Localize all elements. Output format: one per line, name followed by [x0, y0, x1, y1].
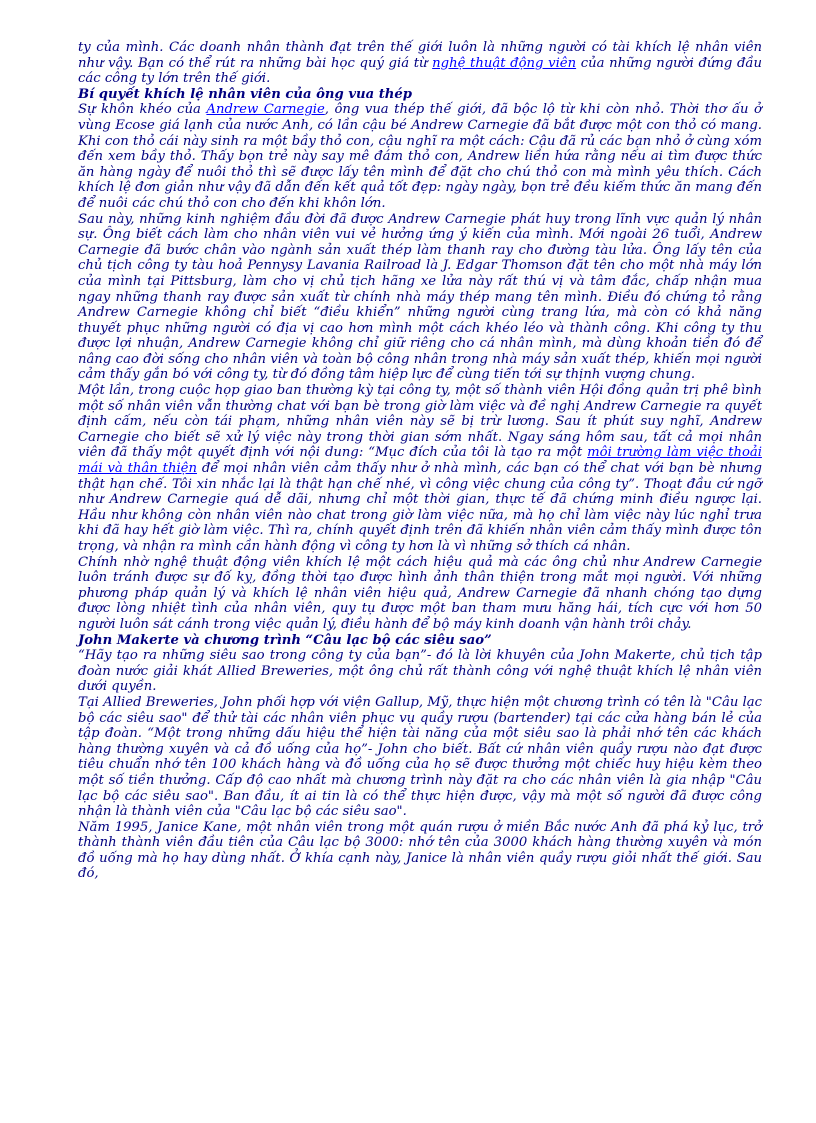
- paragraph-1-text: Sự khôn khéo của: [78, 102, 207, 118]
- paragraph-7: Năm 1995, Janice Kane, một nhân viên trong một quán rượu ở miền Bắc nước Anh đã phá kỷ lục, trở thành thành viên đầu tiên của Câu lạc bộ 3000: nhớ tên của 3000 khách hàng thường xuyên và món đồ uống mà họ hay dùng nhất. Ở khía cạnh này, Janice là nhân viên quầy rượu giỏi nhất thế giới. Sau đó,: [78, 819, 762, 882]
- section-heading-ong-vua-thep: Bí quyết khích lệ nhân viên của ông vua thép: [78, 86, 412, 102]
- paragraph-3-text-end: để mọi nhân viên cảm thấy như ở nhà mình, các bạn có thể chat với bạn bè nhưng thật hạn chế. Tôi xin nhắc lại là thật hạn chế nhé, vì công việc chung của công ty”. Thoạt đầu cứ ngỡ như Andrew Carnegie quá dễ dãi, nhưng chỉ một thời gian, thực tế đã chứng minh điều ngược lại. Hầu như không còn nhân viên nào chat trong giờ làm việc nữa, mà họ chỉ làm việc này lúc nghỉ trưa khi đã hay hết giờ làm việc. Thì ra, chính quyết định trên đã khiến nhân viên cảm thấy mình được tôn trọng, và nhận ra mình cần hành động vì công ty hơn là vì những sở thích cá nhân.: [78, 461, 762, 554]
- paragraph-1: [78, 102, 762, 211]
- paragraph-3: [78, 383, 762, 555]
- paragraph-4: Chính nhờ nghệ thuật động viên khích lệ một cách hiệu quả mà các ông chủ như Andrew Carnegie luôn tránh được sự đố kỵ, đồng thời tạo được hình ảnh thân thiện trong mắt mọi người. Với những phương pháp quản lý và khích lệ nhân viên hiệu quả, Andrew Carnegie đã nhanh chóng tạo dựng được lòng nhiệt tình của nhân viên, quy tụ được một ban tham mưu hăng hái, tích cực với hơn 50 người luôn sát cánh trong việc quản lý, điều hành để bộ máy kinh doanh vận hành trôi chảy.: [78, 554, 762, 632]
- paragraph-2: Sau này, những kinh nghiệm đầu đời đã được Andrew Carnegie phát huy trong lĩnh vực quản lý nhân sự. Ông biết cách làm cho nhân viên vui vẻ hưởng ứng ý kiến của mình. Mới ngoài 26 tuổi, Andrew Carnegie đã bước chân vào ngành sản xuất thép làm thanh ray cho đường tàu lửa. Ông lấy tên của chủ tịch công ty tàu hoả Pennysy Lavania Railroad là J. Edgar Thomson đặt tên cho một nhà máy lớn của mình tại Pittsburg, làm cho vị chủ tịch hãng xe lửa này rất thú vị và tâm đắc, chấp nhận mua ngay những thanh ray được sản xuất từ chính nhà máy thép mang tên mình. Điều đó chứng tỏ rằng Andrew Carnegie không chỉ biết “điều khiển” những người cùng trang lứa, mà còn có khả năng thuyết phục những người có địa vị cao hơn mình một cách khéo léo và thành công. Khi công ty thu được lợi nhuận, Andrew Carnegie không chỉ giữ riêng cho cá nhân mình, mà dùng khoản tiền đó để nâng cao đời sống cho nhân viên và toàn bộ công nhân trong nhà máy sản xuất thép, khiến mọi người cảm thấy gắn bó với công ty, từ đó đồng tâm hiệp lực để cùng tiến tới sự thịnh vượng chung.: [78, 211, 762, 383]
- link-andrew-carnegie[interactable]: Andrew Carnegie: [206, 102, 325, 118]
- section-heading-john-makerte: John Makerte và chương trình “Câu lạc bộ các siêu sao”: [78, 632, 492, 648]
- paragraph-6: Tại Allied Breweries, John phối hợp với viện Gallup, Mỹ, thực hiện một chương trình có tên là "Câu lạc bộ các siêu sao" để thử tài các nhân viên phục vụ quầy rượu (bartender) tại các cửa hàng bán lẻ của tập đoàn. “Một trong những dấu hiệu thể hiện tài năng của một siêu sao là phải nhớ tên các khách hàng thường xuyên và cả đồ uống của họ”- John cho biết. Bất cứ nhân viên quầy rượu nào đạt được tiêu chuẩn nhớ tên 100 khách hàng và đồ uống của họ sẽ được thưởng một chiếc huy hiệu kèm theo một số tiền thưởng. Cấp độ cao nhất mà chương trình này đặt ra cho các nhân viên là gia nhập "Câu lạc bộ các siêu sao". Ban đầu, ít ai tin là có thể thực hiện được, vậy mà một số người đã được công nhận là thành viên của "Câu lạc bộ các siêu sao".: [78, 694, 762, 820]
- paragraph-5: “Hãy tạo ra những siêu sao trong công ty của bạn”- đó là lời khuyên của John Makerte, chủ tịch tập đoàn nước giải khát Allied Breweries, một ông chủ rất thành công với nghệ thuật khích lệ nhân viên dưới quyền.: [78, 648, 762, 695]
- document-page: [78, 40, 762, 882]
- intro-text: ty của mình. Các doanh nhân thành đạt trên thế giới luôn là những người có tài khích lệ nhân viên như vậy. Bạn có thể rút ra những bài học quý giá từ: [78, 40, 762, 71]
- link-nghe-thuat-dong-vien[interactable]: nghệ thuật động viên: [432, 55, 577, 71]
- intro-paragraph: [78, 40, 762, 87]
- intro-text-end: của những người đứng đầu các công ty lớn trên thế giới.: [78, 55, 762, 87]
- paragraph-3-text: Một lần, trong cuộc họp giao ban thường kỳ tại công ty, một số thành viên Hội đồng quản trị phê bình một số nhân viên vẫn thường chat với bạn bè trong giờ làm việc và đề nghị Andrew Carnegie ra quyết định cấm, nếu còn tái phạm, những nhân viên này sẽ bị trừ lương. Sau ít phút suy nghĩ, Andrew Carnegie cho biết sẽ xử lý việc này trong thời gian sớm nhất. Ngay sáng hôm sau, tất cả mọi nhân viên đã thấy một quyết định với nội dung: “Mục đích của tôi là tạo ra một: [78, 383, 762, 461]
- paragraph-1-text-end: , ông vua thép thế giới, đã bộc lộ từ khi còn nhỏ. Thời thơ ấu ở vùng Ecose giá lạnh của nước Anh, có lần cậu bé Andrew Carnegie đã bắt được một con thỏ có mang. Khi con thỏ cái này sinh ra một bầy thỏ con, cậu nghĩ ra một cách: Cậu đã rủ các bạn nhỏ ở cùng xóm đến xem bầy thỏ. Thấy bọn trẻ này say mê đám thỏ con, Andrew liền hứa rằng nếu ai tìm được thức ăn hàng ngày để nuôi thỏ thì sẽ được lấy tên mình để đặt cho chú thỏ con mà mình yêu thích. Cách khích lệ đơn giản như vậy đã dẫn đến kết quả tốt đẹp: ngày ngày, bọn trẻ đều kiếm thức ăn mang đến để nuôi các chú thỏ con cho đến khi khôn lớn.: [78, 102, 762, 211]
- link-moi-truong-lam-viec[interactable]: môi trường làm việc thoải mái và thân thiện: [78, 445, 762, 477]
